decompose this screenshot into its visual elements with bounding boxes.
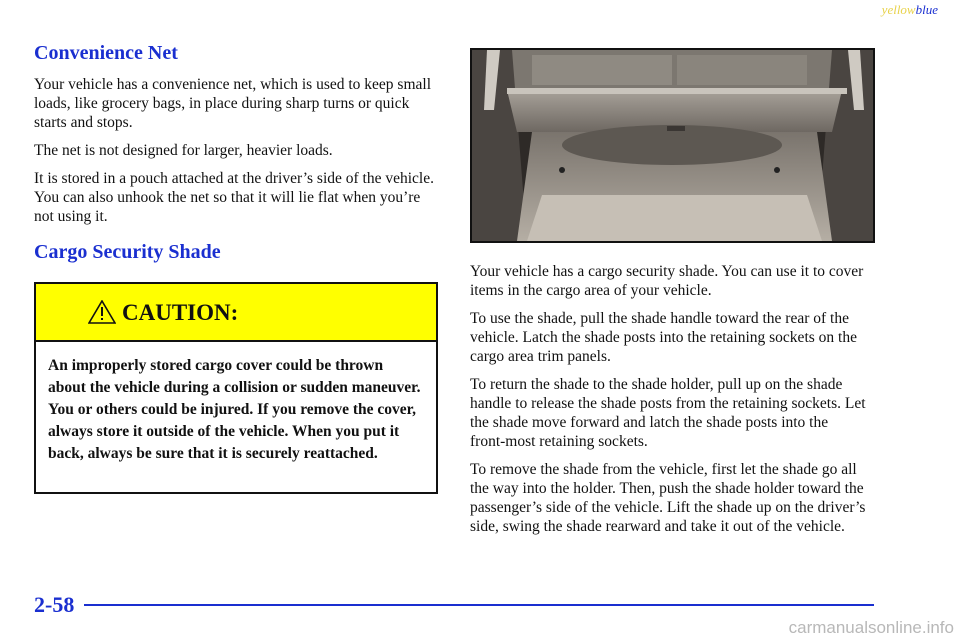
right-column xyxy=(470,262,875,545)
convenience-para-1: Your vehicle has a convenience net, which is used to keep small loads, like grocery bags, in place during sharp turns or quick starts and stops. xyxy=(34,76,432,131)
convenience-para-3: It is stored in a pouch attached at the driver’s side of the vehicle. You can also unhook the net so that it will lie flat when you’re not using it. xyxy=(34,170,434,225)
shade-para-4: To remove the shade from the vehicle, first let the shade go all the way into the holder. Then, push the shade holder toward the passenger’s side of the vehicle. Lift the shade up on the driver’s side, swing the shade rearward and take it out of the vehicle. xyxy=(470,461,866,535)
caution-header xyxy=(36,284,436,342)
watermark: carmanualsonline.info xyxy=(788,618,954,637)
caution-box xyxy=(34,282,438,494)
convenience-net-title: Convenience Net xyxy=(34,42,178,64)
page-number: 2-58 xyxy=(34,592,75,617)
brand-blue: blue xyxy=(915,2,938,17)
footer-rule xyxy=(84,604,874,606)
cargo-shade-title: Cargo Security Shade xyxy=(34,241,221,263)
warning-triangle-icon xyxy=(88,300,116,324)
shade-para-1: Your vehicle has a cargo security shade. You can use it to cover items in the cargo area of your vehicle. xyxy=(470,263,864,299)
left-column xyxy=(34,42,438,264)
caution-text: An improperly stored cargo cover could be thrown about the vehicle during a collision or sudden maneuver. You or others could be injured. If you remove the cover, always store it outside of the vehicle. When you put it back, always be sure that it is securely reattached. xyxy=(48,357,421,462)
shade-para-3: To return the shade to the shade holder, pull up on the shade handle to release the shade posts from the retaining sockets. Let the shade move forward and latch the shade posts into the front‑most retaining sockets. xyxy=(470,376,866,450)
convenience-para-2: The net is not designed for larger, heavier loads. xyxy=(34,142,333,159)
brand-yellow: yellow xyxy=(881,2,916,17)
shade-para-2: To use the shade, pull the shade handle toward the rear of the vehicle. Latch the shade posts into the retaining sockets on the cargo area trim panels. xyxy=(470,310,857,365)
caution-title: CAUTION: xyxy=(122,300,239,325)
cargo-photo-image xyxy=(472,50,873,241)
brand-mark xyxy=(882,2,938,18)
cargo-area-photo xyxy=(470,48,875,243)
